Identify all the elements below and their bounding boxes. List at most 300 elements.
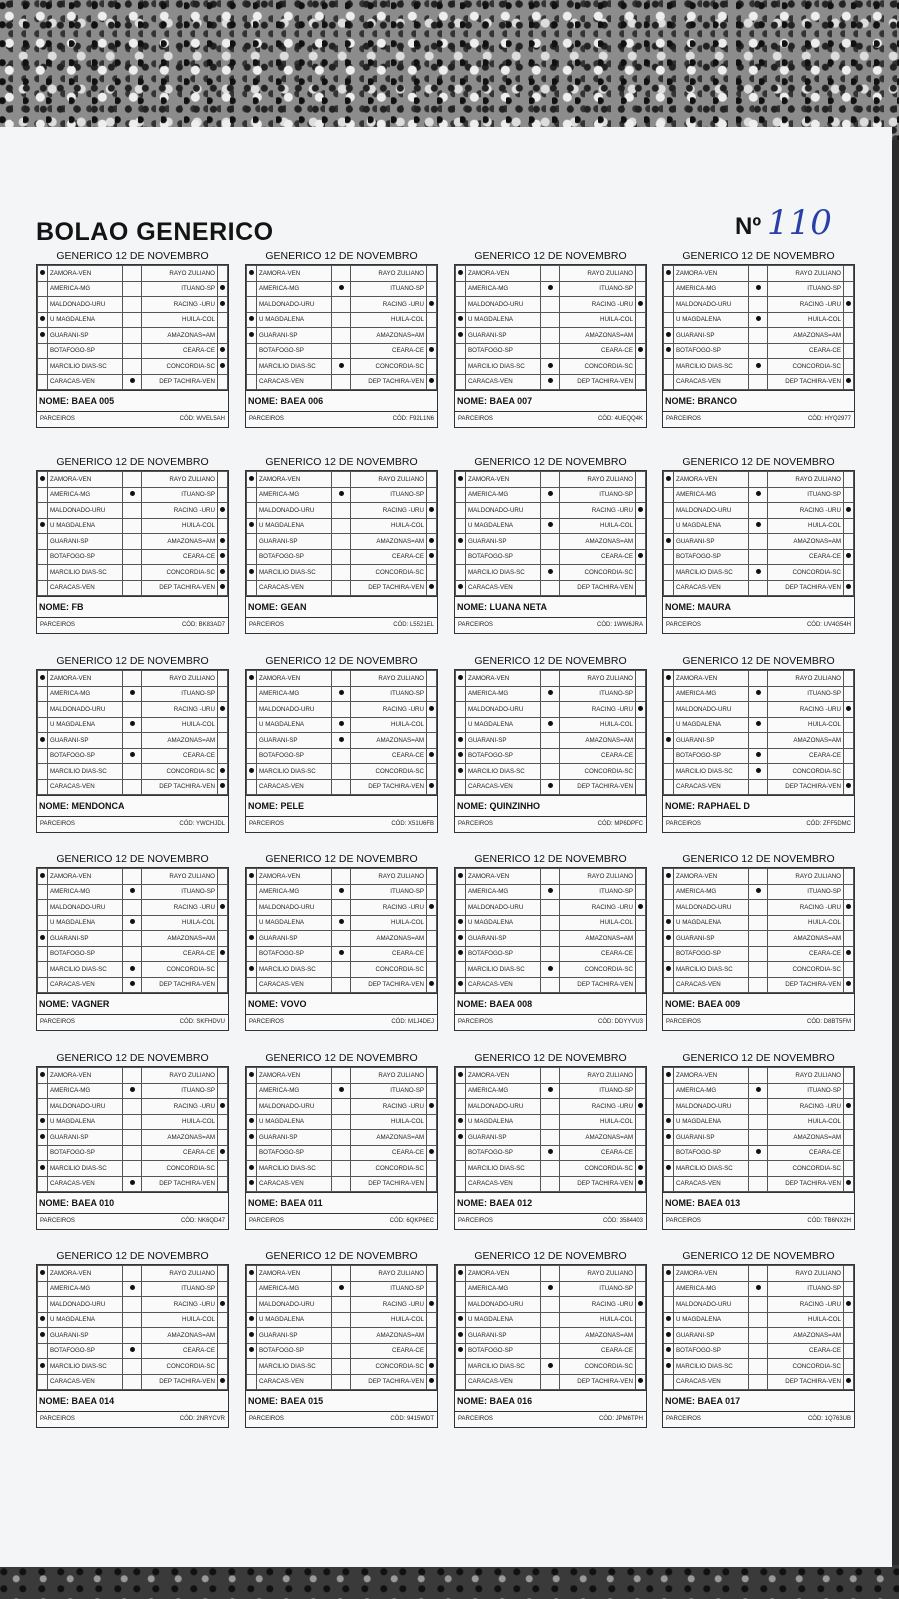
pick-home-cell[interactable] (664, 549, 674, 565)
pick-home-cell[interactable] (664, 565, 674, 581)
pick-draw-cell[interactable] (332, 266, 351, 282)
pick-draw-cell[interactable] (749, 946, 768, 962)
pick-draw-cell[interactable] (541, 1176, 560, 1192)
pick-away-cell[interactable] (844, 1359, 854, 1375)
pick-home-cell[interactable] (247, 671, 257, 687)
pick-home-cell[interactable] (664, 915, 674, 931)
pick-away-cell[interactable] (218, 1068, 228, 1084)
pick-home-cell[interactable] (456, 472, 466, 488)
pick-away-cell[interactable] (427, 565, 437, 581)
pick-home-cell[interactable] (38, 977, 48, 993)
pick-home-cell[interactable] (247, 686, 257, 702)
pick-away-cell[interactable] (218, 1099, 228, 1115)
pick-away-cell[interactable] (427, 281, 437, 297)
pick-away-cell[interactable] (636, 1114, 646, 1130)
pick-home-cell[interactable] (664, 266, 674, 282)
pick-draw-cell[interactable] (749, 266, 768, 282)
pick-home-cell[interactable] (456, 717, 466, 733)
pick-draw-cell[interactable] (123, 900, 142, 916)
pick-home-cell[interactable] (456, 1130, 466, 1146)
pick-away-cell[interactable] (636, 779, 646, 795)
pick-away-cell[interactable] (844, 869, 854, 885)
pick-draw-cell[interactable] (332, 686, 351, 702)
pick-draw-cell[interactable] (541, 281, 560, 297)
pick-away-cell[interactable] (636, 977, 646, 993)
pick-home-cell[interactable] (38, 702, 48, 718)
pick-home-cell[interactable] (38, 1374, 48, 1390)
pick-draw-cell[interactable] (123, 1343, 142, 1359)
pick-away-cell[interactable] (427, 702, 437, 718)
pick-draw-cell[interactable] (749, 518, 768, 534)
pick-draw-cell[interactable] (332, 1297, 351, 1313)
pick-away-cell[interactable] (218, 977, 228, 993)
pick-home-cell[interactable] (664, 779, 674, 795)
pick-draw-cell[interactable] (749, 671, 768, 687)
pick-draw-cell[interactable] (123, 580, 142, 596)
pick-away-cell[interactable] (636, 281, 646, 297)
pick-home-cell[interactable] (247, 312, 257, 328)
pick-away-cell[interactable] (427, 764, 437, 780)
pick-draw-cell[interactable] (749, 343, 768, 359)
pick-draw-cell[interactable] (332, 1359, 351, 1375)
pick-away-cell[interactable] (427, 328, 437, 344)
pick-home-cell[interactable] (456, 266, 466, 282)
pick-home-cell[interactable] (38, 266, 48, 282)
pick-home-cell[interactable] (38, 1114, 48, 1130)
pick-home-cell[interactable] (38, 297, 48, 313)
pick-home-cell[interactable] (664, 312, 674, 328)
pick-away-cell[interactable] (636, 518, 646, 534)
pick-draw-cell[interactable] (332, 487, 351, 503)
pick-home-cell[interactable] (247, 1161, 257, 1177)
pick-home-cell[interactable] (247, 503, 257, 519)
pick-home-cell[interactable] (456, 281, 466, 297)
pick-draw-cell[interactable] (332, 900, 351, 916)
pick-draw-cell[interactable] (749, 1145, 768, 1161)
pick-away-cell[interactable] (636, 1161, 646, 1177)
pick-away-cell[interactable] (427, 717, 437, 733)
pick-home-cell[interactable] (664, 328, 674, 344)
pick-draw-cell[interactable] (749, 472, 768, 488)
pick-draw-cell[interactable] (123, 1359, 142, 1375)
pick-draw-cell[interactable] (332, 1068, 351, 1084)
pick-away-cell[interactable] (218, 869, 228, 885)
pick-home-cell[interactable] (456, 671, 466, 687)
pick-home-cell[interactable] (456, 946, 466, 962)
pick-draw-cell[interactable] (749, 748, 768, 764)
pick-draw-cell[interactable] (749, 884, 768, 900)
pick-away-cell[interactable] (844, 671, 854, 687)
pick-home-cell[interactable] (456, 884, 466, 900)
pick-draw-cell[interactable] (332, 1161, 351, 1177)
pick-draw-cell[interactable] (541, 580, 560, 596)
pick-away-cell[interactable] (844, 487, 854, 503)
pick-away-cell[interactable] (427, 359, 437, 375)
pick-away-cell[interactable] (218, 565, 228, 581)
pick-home-cell[interactable] (38, 518, 48, 534)
pick-draw-cell[interactable] (749, 565, 768, 581)
pick-home-cell[interactable] (456, 1281, 466, 1297)
pick-home-cell[interactable] (38, 1266, 48, 1282)
pick-draw-cell[interactable] (541, 686, 560, 702)
pick-home-cell[interactable] (38, 764, 48, 780)
pick-away-cell[interactable] (218, 764, 228, 780)
pick-draw-cell[interactable] (541, 1343, 560, 1359)
pick-home-cell[interactable] (38, 733, 48, 749)
pick-draw-cell[interactable] (123, 1145, 142, 1161)
pick-away-cell[interactable] (844, 946, 854, 962)
pick-home-cell[interactable] (456, 297, 466, 313)
pick-away-cell[interactable] (636, 534, 646, 550)
pick-away-cell[interactable] (218, 518, 228, 534)
pick-draw-cell[interactable] (123, 915, 142, 931)
pick-draw-cell[interactable] (123, 1083, 142, 1099)
pick-home-cell[interactable] (247, 869, 257, 885)
pick-away-cell[interactable] (427, 1281, 437, 1297)
pick-home-cell[interactable] (664, 1312, 674, 1328)
pick-draw-cell[interactable] (123, 717, 142, 733)
pick-away-cell[interactable] (844, 884, 854, 900)
pick-home-cell[interactable] (664, 281, 674, 297)
pick-draw-cell[interactable] (123, 565, 142, 581)
pick-draw-cell[interactable] (541, 1312, 560, 1328)
pick-home-cell[interactable] (456, 1068, 466, 1084)
pick-home-cell[interactable] (456, 343, 466, 359)
pick-home-cell[interactable] (38, 962, 48, 978)
pick-away-cell[interactable] (427, 374, 437, 390)
pick-away-cell[interactable] (218, 1145, 228, 1161)
pick-away-cell[interactable] (844, 779, 854, 795)
pick-away-cell[interactable] (844, 1114, 854, 1130)
pick-away-cell[interactable] (844, 1083, 854, 1099)
pick-home-cell[interactable] (456, 1359, 466, 1375)
pick-away-cell[interactable] (427, 549, 437, 565)
pick-draw-cell[interactable] (749, 1083, 768, 1099)
pick-home-cell[interactable] (38, 580, 48, 596)
pick-home-cell[interactable] (664, 931, 674, 947)
pick-home-cell[interactable] (38, 312, 48, 328)
pick-home-cell[interactable] (664, 717, 674, 733)
pick-away-cell[interactable] (844, 1281, 854, 1297)
pick-home-cell[interactable] (38, 503, 48, 519)
pick-draw-cell[interactable] (749, 915, 768, 931)
pick-draw-cell[interactable] (541, 1114, 560, 1130)
pick-home-cell[interactable] (247, 1114, 257, 1130)
pick-draw-cell[interactable] (332, 962, 351, 978)
pick-draw-cell[interactable] (541, 1161, 560, 1177)
pick-away-cell[interactable] (636, 1312, 646, 1328)
pick-home-cell[interactable] (38, 869, 48, 885)
pick-draw-cell[interactable] (541, 1374, 560, 1390)
pick-home-cell[interactable] (664, 686, 674, 702)
pick-home-cell[interactable] (664, 1266, 674, 1282)
pick-draw-cell[interactable] (541, 1068, 560, 1084)
pick-away-cell[interactable] (636, 884, 646, 900)
pick-draw-cell[interactable] (332, 580, 351, 596)
pick-draw-cell[interactable] (123, 359, 142, 375)
pick-away-cell[interactable] (427, 503, 437, 519)
pick-away-cell[interactable] (218, 1374, 228, 1390)
pick-draw-cell[interactable] (749, 1312, 768, 1328)
pick-draw-cell[interactable] (332, 1083, 351, 1099)
pick-away-cell[interactable] (636, 343, 646, 359)
pick-draw-cell[interactable] (332, 977, 351, 993)
pick-away-cell[interactable] (844, 1328, 854, 1344)
pick-home-cell[interactable] (456, 900, 466, 916)
pick-away-cell[interactable] (636, 1145, 646, 1161)
pick-draw-cell[interactable] (541, 1266, 560, 1282)
pick-draw-cell[interactable] (749, 733, 768, 749)
pick-away-cell[interactable] (636, 686, 646, 702)
pick-draw-cell[interactable] (332, 281, 351, 297)
pick-draw-cell[interactable] (123, 518, 142, 534)
pick-home-cell[interactable] (247, 1068, 257, 1084)
pick-home-cell[interactable] (664, 374, 674, 390)
pick-away-cell[interactable] (218, 733, 228, 749)
pick-home-cell[interactable] (38, 1328, 48, 1344)
pick-home-cell[interactable] (38, 343, 48, 359)
pick-home-cell[interactable] (456, 962, 466, 978)
pick-away-cell[interactable] (844, 962, 854, 978)
pick-draw-cell[interactable] (123, 779, 142, 795)
pick-home-cell[interactable] (456, 686, 466, 702)
pick-home-cell[interactable] (456, 779, 466, 795)
pick-away-cell[interactable] (427, 1083, 437, 1099)
pick-away-cell[interactable] (218, 946, 228, 962)
pick-away-cell[interactable] (218, 1281, 228, 1297)
pick-home-cell[interactable] (456, 733, 466, 749)
pick-home-cell[interactable] (456, 1343, 466, 1359)
pick-away-cell[interactable] (844, 764, 854, 780)
pick-away-cell[interactable] (636, 931, 646, 947)
pick-home-cell[interactable] (38, 472, 48, 488)
pick-home-cell[interactable] (456, 1328, 466, 1344)
pick-away-cell[interactable] (844, 1161, 854, 1177)
pick-home-cell[interactable] (247, 717, 257, 733)
pick-draw-cell[interactable] (123, 869, 142, 885)
pick-draw-cell[interactable] (123, 297, 142, 313)
pick-draw-cell[interactable] (332, 915, 351, 931)
pick-home-cell[interactable] (38, 946, 48, 962)
pick-away-cell[interactable] (844, 328, 854, 344)
pick-home-cell[interactable] (38, 549, 48, 565)
pick-away-cell[interactable] (844, 374, 854, 390)
pick-home-cell[interactable] (664, 962, 674, 978)
pick-away-cell[interactable] (636, 915, 646, 931)
pick-home-cell[interactable] (38, 281, 48, 297)
pick-away-cell[interactable] (427, 1161, 437, 1177)
pick-away-cell[interactable] (427, 312, 437, 328)
pick-home-cell[interactable] (664, 748, 674, 764)
pick-away-cell[interactable] (636, 312, 646, 328)
pick-away-cell[interactable] (218, 343, 228, 359)
pick-away-cell[interactable] (636, 565, 646, 581)
pick-away-cell[interactable] (218, 1161, 228, 1177)
pick-away-cell[interactable] (636, 962, 646, 978)
pick-away-cell[interactable] (844, 717, 854, 733)
pick-away-cell[interactable] (218, 312, 228, 328)
pick-away-cell[interactable] (427, 686, 437, 702)
pick-away-cell[interactable] (427, 266, 437, 282)
pick-draw-cell[interactable] (123, 671, 142, 687)
pick-home-cell[interactable] (664, 900, 674, 916)
pick-draw-cell[interactable] (541, 1359, 560, 1375)
pick-home-cell[interactable] (247, 946, 257, 962)
pick-draw-cell[interactable] (123, 343, 142, 359)
pick-draw-cell[interactable] (541, 297, 560, 313)
pick-away-cell[interactable] (844, 748, 854, 764)
pick-away-cell[interactable] (844, 297, 854, 313)
pick-home-cell[interactable] (247, 472, 257, 488)
pick-draw-cell[interactable] (332, 374, 351, 390)
pick-home-cell[interactable] (38, 1343, 48, 1359)
pick-home-cell[interactable] (456, 565, 466, 581)
pick-draw-cell[interactable] (541, 312, 560, 328)
pick-home-cell[interactable] (247, 565, 257, 581)
pick-draw-cell[interactable] (332, 565, 351, 581)
pick-away-cell[interactable] (844, 900, 854, 916)
pick-away-cell[interactable] (844, 359, 854, 375)
pick-away-cell[interactable] (636, 702, 646, 718)
pick-home-cell[interactable] (38, 534, 48, 550)
pick-draw-cell[interactable] (541, 1281, 560, 1297)
pick-draw-cell[interactable] (541, 549, 560, 565)
pick-draw-cell[interactable] (123, 266, 142, 282)
pick-home-cell[interactable] (38, 900, 48, 916)
pick-draw-cell[interactable] (749, 962, 768, 978)
pick-away-cell[interactable] (218, 472, 228, 488)
pick-draw-cell[interactable] (123, 884, 142, 900)
pick-home-cell[interactable] (38, 1161, 48, 1177)
pick-draw-cell[interactable] (541, 869, 560, 885)
pick-draw-cell[interactable] (123, 374, 142, 390)
pick-draw-cell[interactable] (749, 702, 768, 718)
pick-draw-cell[interactable] (541, 266, 560, 282)
pick-home-cell[interactable] (664, 297, 674, 313)
pick-home-cell[interactable] (664, 1083, 674, 1099)
pick-home-cell[interactable] (38, 748, 48, 764)
pick-away-cell[interactable] (636, 764, 646, 780)
pick-draw-cell[interactable] (332, 931, 351, 947)
pick-draw-cell[interactable] (749, 359, 768, 375)
pick-away-cell[interactable] (218, 915, 228, 931)
pick-away-cell[interactable] (427, 1145, 437, 1161)
pick-draw-cell[interactable] (749, 1130, 768, 1146)
pick-draw-cell[interactable] (332, 472, 351, 488)
pick-away-cell[interactable] (218, 297, 228, 313)
pick-draw-cell[interactable] (123, 748, 142, 764)
pick-home-cell[interactable] (664, 503, 674, 519)
pick-draw-cell[interactable] (123, 503, 142, 519)
pick-away-cell[interactable] (218, 671, 228, 687)
pick-draw-cell[interactable] (749, 1099, 768, 1115)
pick-home-cell[interactable] (247, 915, 257, 931)
pick-away-cell[interactable] (218, 1297, 228, 1313)
pick-away-cell[interactable] (427, 487, 437, 503)
pick-home-cell[interactable] (247, 1145, 257, 1161)
pick-draw-cell[interactable] (541, 565, 560, 581)
pick-draw-cell[interactable] (749, 580, 768, 596)
pick-draw-cell[interactable] (123, 312, 142, 328)
pick-draw-cell[interactable] (749, 1068, 768, 1084)
pick-away-cell[interactable] (844, 977, 854, 993)
pick-away-cell[interactable] (218, 534, 228, 550)
pick-home-cell[interactable] (456, 1099, 466, 1115)
pick-draw-cell[interactable] (749, 1359, 768, 1375)
pick-away-cell[interactable] (844, 503, 854, 519)
pick-draw-cell[interactable] (332, 671, 351, 687)
pick-draw-cell[interactable] (541, 977, 560, 993)
pick-draw-cell[interactable] (749, 534, 768, 550)
pick-draw-cell[interactable] (332, 1312, 351, 1328)
pick-home-cell[interactable] (247, 764, 257, 780)
pick-home-cell[interactable] (247, 1328, 257, 1344)
pick-draw-cell[interactable] (749, 1176, 768, 1192)
pick-away-cell[interactable] (844, 534, 854, 550)
pick-away-cell[interactable] (636, 1328, 646, 1344)
pick-away-cell[interactable] (427, 869, 437, 885)
pick-away-cell[interactable] (636, 1374, 646, 1390)
pick-draw-cell[interactable] (332, 779, 351, 795)
pick-draw-cell[interactable] (123, 702, 142, 718)
pick-away-cell[interactable] (218, 686, 228, 702)
pick-home-cell[interactable] (456, 748, 466, 764)
pick-away-cell[interactable] (427, 671, 437, 687)
pick-draw-cell[interactable] (749, 1281, 768, 1297)
pick-draw-cell[interactable] (332, 702, 351, 718)
pick-draw-cell[interactable] (749, 686, 768, 702)
pick-home-cell[interactable] (456, 869, 466, 885)
pick-home-cell[interactable] (247, 702, 257, 718)
pick-away-cell[interactable] (427, 977, 437, 993)
pick-draw-cell[interactable] (123, 1312, 142, 1328)
pick-home-cell[interactable] (456, 1266, 466, 1282)
pick-draw-cell[interactable] (332, 946, 351, 962)
pick-home-cell[interactable] (456, 915, 466, 931)
pick-away-cell[interactable] (218, 900, 228, 916)
pick-home-cell[interactable] (664, 671, 674, 687)
pick-draw-cell[interactable] (123, 962, 142, 978)
pick-home-cell[interactable] (38, 931, 48, 947)
pick-draw-cell[interactable] (541, 1083, 560, 1099)
pick-home-cell[interactable] (247, 1343, 257, 1359)
pick-home-cell[interactable] (664, 733, 674, 749)
pick-home-cell[interactable] (247, 1266, 257, 1282)
pick-away-cell[interactable] (636, 472, 646, 488)
pick-away-cell[interactable] (427, 343, 437, 359)
pick-away-cell[interactable] (844, 1145, 854, 1161)
pick-draw-cell[interactable] (541, 748, 560, 764)
pick-home-cell[interactable] (664, 1343, 674, 1359)
pick-away-cell[interactable] (427, 733, 437, 749)
pick-home-cell[interactable] (38, 1083, 48, 1099)
pick-home-cell[interactable] (247, 343, 257, 359)
pick-home-cell[interactable] (664, 1359, 674, 1375)
pick-home-cell[interactable] (664, 1130, 674, 1146)
pick-home-cell[interactable] (664, 869, 674, 885)
pick-draw-cell[interactable] (123, 1281, 142, 1297)
pick-draw-cell[interactable] (332, 1145, 351, 1161)
pick-away-cell[interactable] (218, 779, 228, 795)
pick-away-cell[interactable] (218, 1359, 228, 1375)
pick-draw-cell[interactable] (749, 764, 768, 780)
pick-draw-cell[interactable] (123, 487, 142, 503)
pick-home-cell[interactable] (456, 534, 466, 550)
pick-away-cell[interactable] (427, 580, 437, 596)
pick-home-cell[interactable] (247, 281, 257, 297)
pick-away-cell[interactable] (636, 580, 646, 596)
pick-away-cell[interactable] (636, 374, 646, 390)
